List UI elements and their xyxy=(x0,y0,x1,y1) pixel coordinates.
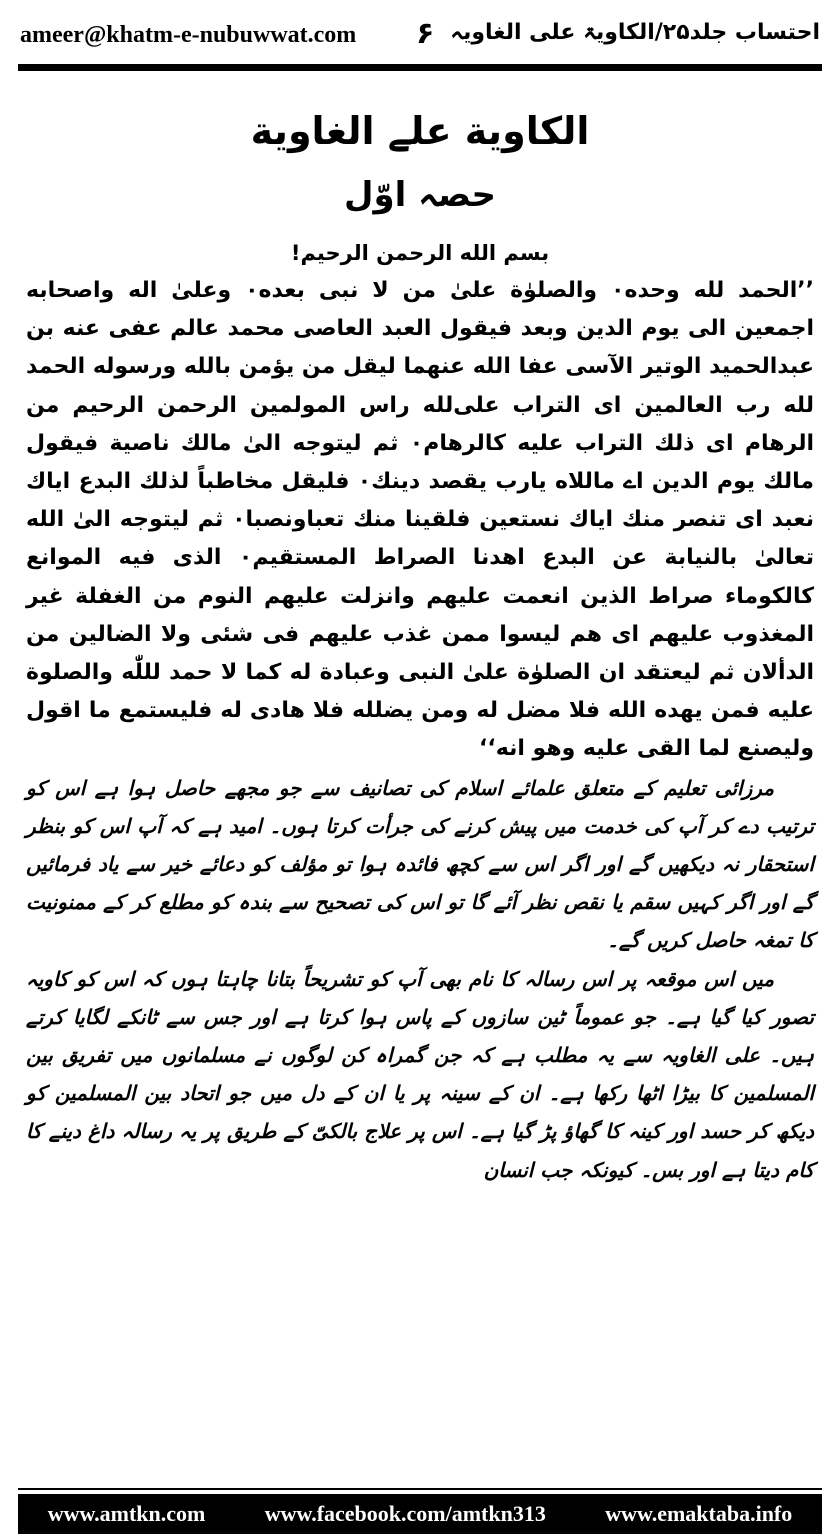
page-number: ۶ xyxy=(416,16,435,51)
footer-rule xyxy=(18,1488,822,1490)
footer-link-amtkn[interactable]: www.amtkn.com xyxy=(47,1501,206,1526)
page-footer xyxy=(18,1494,822,1534)
urdu-paragraph-2: میں اس موقعہ پر اس رسالہ کا نام بھی آپ کو تشریحاً بتانا چاہتا ہوں کہ اس کو کاویہ تصور کیا گیا ہے۔ جو عموماً ٹین سازوں کے پاس ہوا کرتا ہے اور جس سے ٹانکے لگایا کرتے ہیں۔ علی الغاویہ سے یہ مطلب ہے کہ جن گمراہ کن لوگوں نے مسلمانوں میں تفریق بین المسلمین کا بیڑا اٹھا رکھا ہے۔ ان کے سینہ پر یا ان کے دل میں جو اتحاد بین المسلمین کو دیکھ کر حسد اور کینہ کا گھاؤ پڑ گیا ہے۔ اس پر علاج بالکیّ کے طریق پر یہ رسالہ داغ دینے کا کام دیتا ہے اور بس۔ کیونکہ جب انسان xyxy=(26,966,814,1182)
basmala: بسم الله الرحمن الرحيم! xyxy=(290,241,550,265)
urdu-paragraph-1: مرزائی تعلیم کے متعلق علمائے اسلام کی تصانیف سے جو مجھے حاصل ہوا ہے اس کو ترتیب دے کر آپ کی خدمت میں پیش کرنے کی جرأت کرتا ہوں۔ امید ہے کہ آپ اس کو بنظر استحقار نہ دیکھیں گے اور اگر اس سے کچھ فائدہ ہوا تو مؤلف کو دعائے خیر سے یاد فرمائیں گے اور اگر کہیں سقم یا نقص نظر آئے گا تو اس کی تصحیح سے بندہ کو مطلع کر کے ممنونیت کا تمغہ حاصل کریں گے۔ xyxy=(26,775,814,953)
header-rule xyxy=(18,64,822,71)
page-header xyxy=(16,14,824,56)
volume-title: احتساب جلد۲۵/الکاویۃ علی الغاویہ xyxy=(450,20,820,45)
arabic-paragraph: ’’الحمد لله وحده۰ والصلوٰة علیٰ من لا نبی بعده۰ وعلیٰ اله واصحابه اجمعين الی يوم الدين وبعد فيقول العبد العاصی محمد عالم عفی عنه بن عبدالحميد الوتير الآسی عفا الله عنهما ليقل من يؤمن بالله ورسوله الحمد لله رب العالمين ای التراب علی‌لله راس المولمين الرحمن الرحيم من الرهام ای ذلك التراب عليه كالرهام۰ ثم ليتوجه الیٰ مالك ناصية فيقول مالك يوم الدين اے ماللاه يارب يقصد دينك۰ فليقل مخاطباً لذلك البدع اياك نعبد ای تنصر منك اياك نستعين فلقينا منك تعباونصبا۰ ثم ليتوجه الیٰ الله تعالیٰ بالنيابة عن البدع اهدنا الصراط المستقيم۰ الذی فيه الموانع كالكوماء صراط الذين انعمت عليهم وانزلت عليهم النوم من الغفلة غير المغذوب عليهم ای هم ليسوا ممن غذب عليهم فی شئی ولا الضالين من الدألان ثم ليعتقد ان الصلوٰة علیٰ النبی وعبادة له كما لا حمد لللّٰه والصلوة عليه فمن يهده الله فلا مضل له ومن يضلله فلا هادی له فليستمع ما اقول وليصنع لما القی عليه وهو انه‘‘ xyxy=(26,278,815,762)
document-title: الكاوية علے الغاوية xyxy=(250,109,590,153)
header-email: ameer@khatm-e-nubuwwat.com xyxy=(20,22,357,48)
document-subtitle: حصہ اوّل xyxy=(343,175,497,215)
page-body xyxy=(26,100,814,1189)
footer-link-emaktaba[interactable]: www.emaktaba.info xyxy=(605,1501,793,1526)
footer-link-facebook[interactable]: www.facebook.com/amtkn313 xyxy=(264,1501,546,1526)
